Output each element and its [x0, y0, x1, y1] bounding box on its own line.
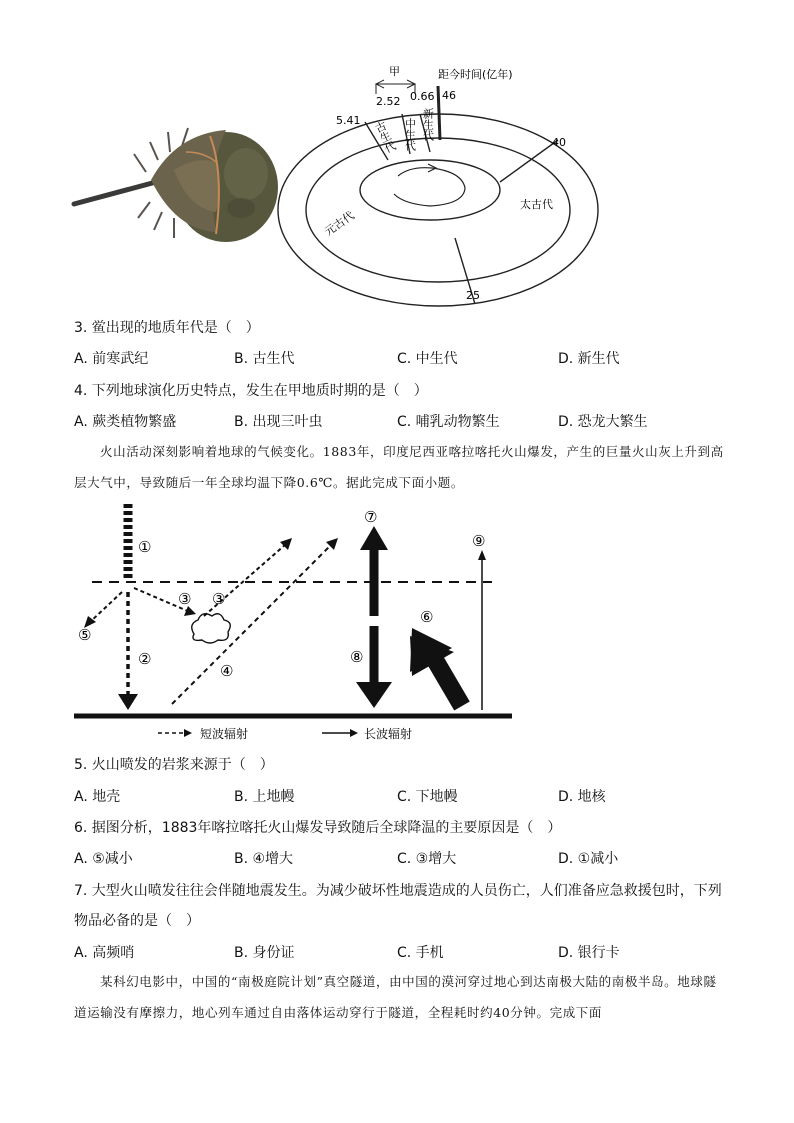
era-proterozoic: 元古代 [322, 208, 357, 239]
question-7-options [74, 942, 754, 964]
question-3-options [74, 348, 754, 370]
horseshoe-crab-image [66, 112, 280, 252]
question-7-stem-line1: 7. 大型火山喷发往往会伴随地震发生。为减少破坏性地震造成的人员伤亡，人们准备应急救援包时，下列 [74, 883, 722, 899]
option-a[interactable]: A. 地壳 [74, 789, 121, 805]
question-5-stem: 5. 火山喷发的岩浆来源于（ ） [74, 757, 274, 773]
option-b[interactable]: B. 古生代 [234, 351, 295, 367]
tick-label: 40 [552, 136, 566, 149]
tick-label: 0.66 [410, 90, 435, 103]
option-b[interactable]: B. 出现三叶虫 [234, 414, 323, 430]
era-archean: 太古代 [520, 198, 553, 211]
option-c[interactable]: C. 下地幔 [397, 789, 458, 805]
label-4: ④ [220, 662, 234, 680]
option-c[interactable]: C. ③增大 [397, 851, 457, 867]
option-d[interactable]: D. 银行卡 [558, 945, 620, 961]
tick-label: 25 [466, 289, 480, 302]
question-3-stem: 3. 鲎出现的地质年代是（ ） [74, 320, 260, 336]
era-paleozoic: 古生代 [372, 119, 398, 155]
label-3: ③ [178, 590, 192, 608]
question-6-options [74, 848, 754, 870]
legend-shortwave: 短波辐射 [200, 727, 249, 741]
geologic-time-diagram [270, 56, 610, 314]
option-a[interactable]: A. 蕨类植物繁盛 [74, 414, 177, 430]
era-cenozoic: 新生代 [421, 108, 435, 141]
tick-label: 46 [442, 89, 456, 102]
passage-tunnel: 某科幻电影中，中国的“南极庭院计划”真空隧道，由中国的漠河穿过地心到达南极大陆的南极半岛。地球隧道运输没有摩擦力，地心列车通过自由落体运动穿行于隧道，全程耗时约40分钟。完成下面 [74, 974, 717, 1020]
option-c[interactable]: C. 手机 [397, 945, 444, 961]
label-2: ② [138, 650, 152, 668]
option-d[interactable]: D. 恐龙大繁生 [558, 414, 648, 430]
label-9: ⑨ [472, 532, 486, 550]
option-a[interactable]: A. 高频哨 [74, 945, 135, 961]
option-d[interactable]: D. 地核 [558, 789, 606, 805]
tick-label: 2.52 [376, 95, 401, 108]
question-5-options [74, 786, 754, 808]
label-6: ⑥ [420, 608, 434, 626]
option-b[interactable]: B. ④增大 [234, 851, 294, 867]
time-axis-header: 距今时间(亿年) [438, 68, 513, 81]
boundary-40 [500, 140, 558, 182]
label-3-upper: ③ [212, 590, 226, 608]
option-a[interactable]: A. ⑤减小 [74, 851, 133, 867]
question-7-stem-line2: 物品必备的是（ ） [74, 913, 200, 929]
question-6-stem: 6. 据图分析，1883年喀拉喀托火山爆发导致随后全球降温的主要原因是（ ） [74, 820, 562, 836]
label-5: ⑤ [78, 626, 92, 644]
option-d[interactable]: D. ①减小 [558, 851, 619, 867]
option-c[interactable]: C. 中生代 [397, 351, 458, 367]
option-a[interactable]: A. 前寒武纪 [74, 351, 149, 367]
option-b[interactable]: B. 上地幔 [234, 789, 295, 805]
question-4-options [74, 411, 754, 433]
option-b[interactable]: B. 身份证 [234, 945, 295, 961]
tick-label: 5.41 [336, 114, 361, 127]
cloud-icon [192, 614, 231, 643]
label-8: ⑧ [350, 648, 364, 666]
legend-longwave: 长波辐射 [364, 727, 413, 741]
passage-volcano: 火山活动深刻影响着地球的气候变化。1883年，印度尼西亚喀拉喀托火山爆发，产生的巨量火山灰上升到高层大气中，导致随后一年全球均温下降0.6℃。据此完成下面小题。 [74, 444, 724, 490]
label-1: ① [138, 538, 152, 556]
option-d[interactable]: D. 新生代 [558, 351, 620, 367]
option-c[interactable]: C. 哺乳动物繁生 [397, 414, 500, 430]
era-mesozoic: 中生代 [403, 118, 417, 151]
question-4-stem: 4. 下列地球演化历史特点，发生在甲地质时期的是（ ） [74, 383, 428, 399]
radiation-diagram [60, 500, 530, 746]
jia-label: 甲 [389, 65, 400, 78]
label-7: ⑦ [364, 508, 378, 526]
boundary-46 [438, 86, 440, 140]
